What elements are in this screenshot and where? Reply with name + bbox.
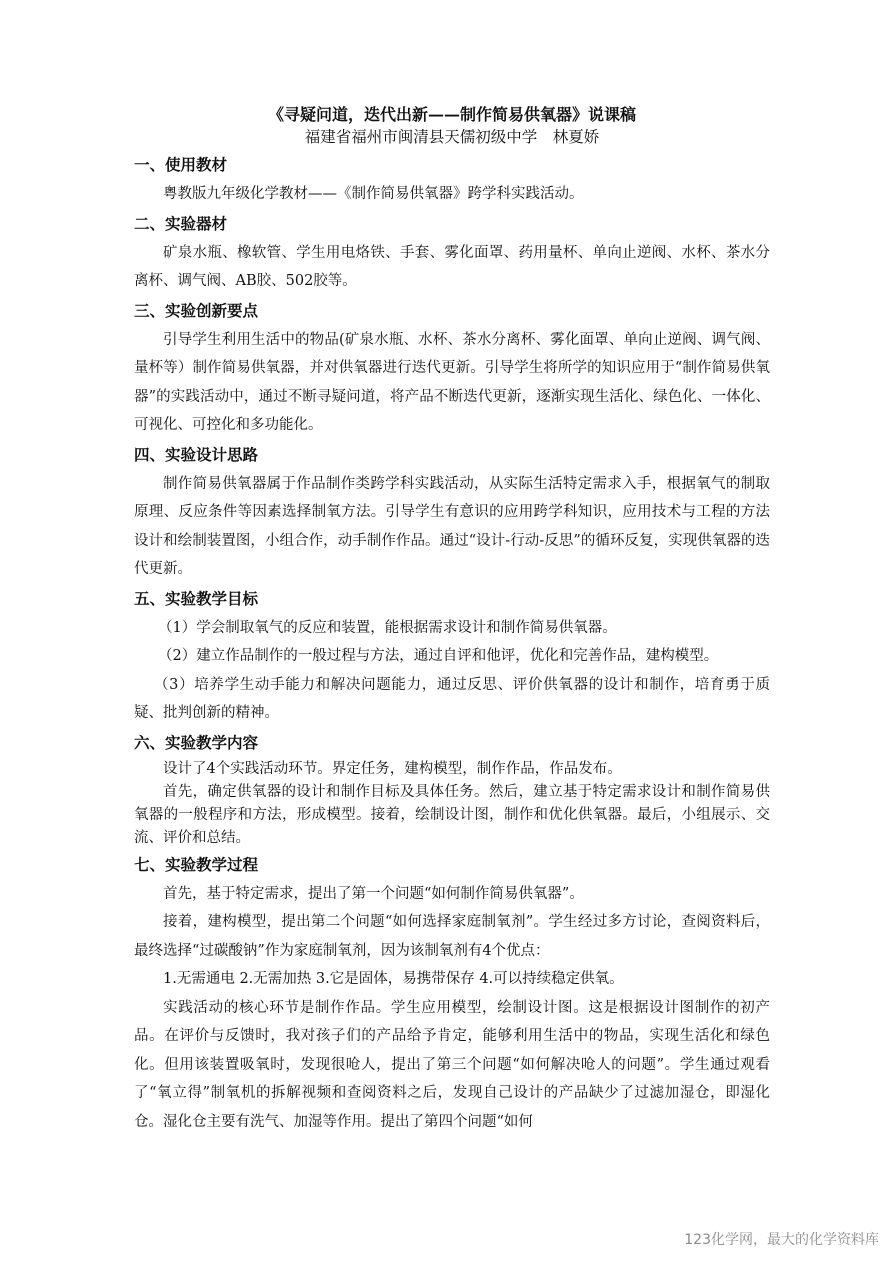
paragraph: 制作简易供氧器属于作品制作类跨学科实践活动，从实际生活特定需求入手，根据氧气的制取原理、反应条件等因素选择制氧方法。引导学生有意识的应用跨学科知识，应用技术与工程的方法设计和绘制装置图，小组合作，动手制作作品。通过“设计-行动-反思”的循环反复，实现供氧器的迭代更新。 — [134, 475, 770, 577]
document-author: 福建省福州市闽清县天儒初级中学 林夏娇 — [304, 128, 600, 146]
paragraph: 设计了4个实践活动环节。界定任务，建构模型，制作作品，作品发布。 — [163, 760, 622, 777]
paragraph: 接着，建构模型，提出第二个问题“如何选择家庭制氧剂”。学生经过多方讨论，查阅资料后，最终选择“过碳酸钠”作为家庭制氧剂，因为该制氧剂有4个优点： — [134, 914, 770, 959]
paragraph: 实践活动的核心环节是制作作品。学生应用模型，绘制设计图。这是根据设计图制作的初产品。在评价与反馈时，我对孩子们的产品给予肯定，能够利用生活中的物品，实现生活化和绿色化。但用该装置吸氧时，发现很呛人，提出了第三个问题“如何解决呛人的问题”。学生通过观看了“氧立得”制氧机的拆解视频和查阅资料之后，发现自己设计的产品缺少了过滤加湿仓，即湿化仓。湿化仓主要有洗气、加湿等作用。提出了第四个问题“如何 — [134, 999, 770, 1130]
paragraph: 矿泉水瓶、橡软管、学生用电烙铁、手套、雾化面罩、药用量杯、单向止逆阀、水杯、茶水分离杯、调气阀、AB胶、502胶等。 — [134, 244, 770, 289]
section-heading: 二、实验器材 — [134, 213, 228, 233]
paragraph: 首先，确定供氧器的设计和制作目标及具体任务。然后，建立基于特定需求设计和制作简易供氧器的一般程序和方法，形成模型。接着，绘制设计图，制作和优化供氧器。最后，小组展示、交流、评价和总结。 — [134, 783, 770, 846]
section-heading: 一、使用教材 — [134, 155, 228, 174]
section-heading: 三、实验创新要点 — [134, 300, 259, 320]
section-heading: 七、实验教学过程 — [134, 854, 259, 874]
section-heading: 六、实验教学内容 — [134, 732, 259, 752]
paragraph: 粤教版九年级化学教材——《制作简易供氧器》跨学科实践活动。 — [163, 186, 584, 202]
section-heading: 五、实验教学目标 — [134, 588, 259, 608]
paragraph: 首先，基于特定需求，提出了第一个问题“如何制作简易供氧器”。 — [163, 885, 584, 902]
footer-watermark: 123化学网，最大的化学资料库 — [684, 1232, 879, 1248]
section-heading: 四、实验设计思路 — [134, 444, 259, 464]
paragraph: 1.无需通电 2.无需加热 3.它是固体，易携带保存 4.可以持续稳定供氧。 — [163, 971, 624, 987]
document-page — [134, 104, 770, 1136]
objective-item: （2）建立作品制作的一般过程与方法，通过自评和他评，优化和完善作品，建构模型。 — [158, 648, 719, 664]
document-title: 《寻疑问道，迭代出新——制作简易供氧器》说课稿 — [267, 105, 636, 124]
paragraph: 引导学生利用生活中的物品(矿泉水瓶、水杯、茶水分离杯、雾化面罩、单向止逆阀、调气阀、量杯等）制作简易供氧器，并对供氧器进行迭代更新。引导学生将所学的知识应用于“制作简易供氧器”的实践活动中，通过不断寻疑问道，将产品不断迭代更新，逐渐实现生活化、绿色化、一体化、可视化、可控化和多功能化。 — [134, 331, 770, 433]
objective-item: （1）学会制取氧气的反应和装置，能根据需求设计和制作简易供氧器。 — [158, 619, 617, 636]
objective-item: （3）培养学生动手能力和解决问题能力，通过反思、评价供氧器的设计和制作，培育勇于质疑、批判创新的精神。 — [134, 676, 770, 721]
